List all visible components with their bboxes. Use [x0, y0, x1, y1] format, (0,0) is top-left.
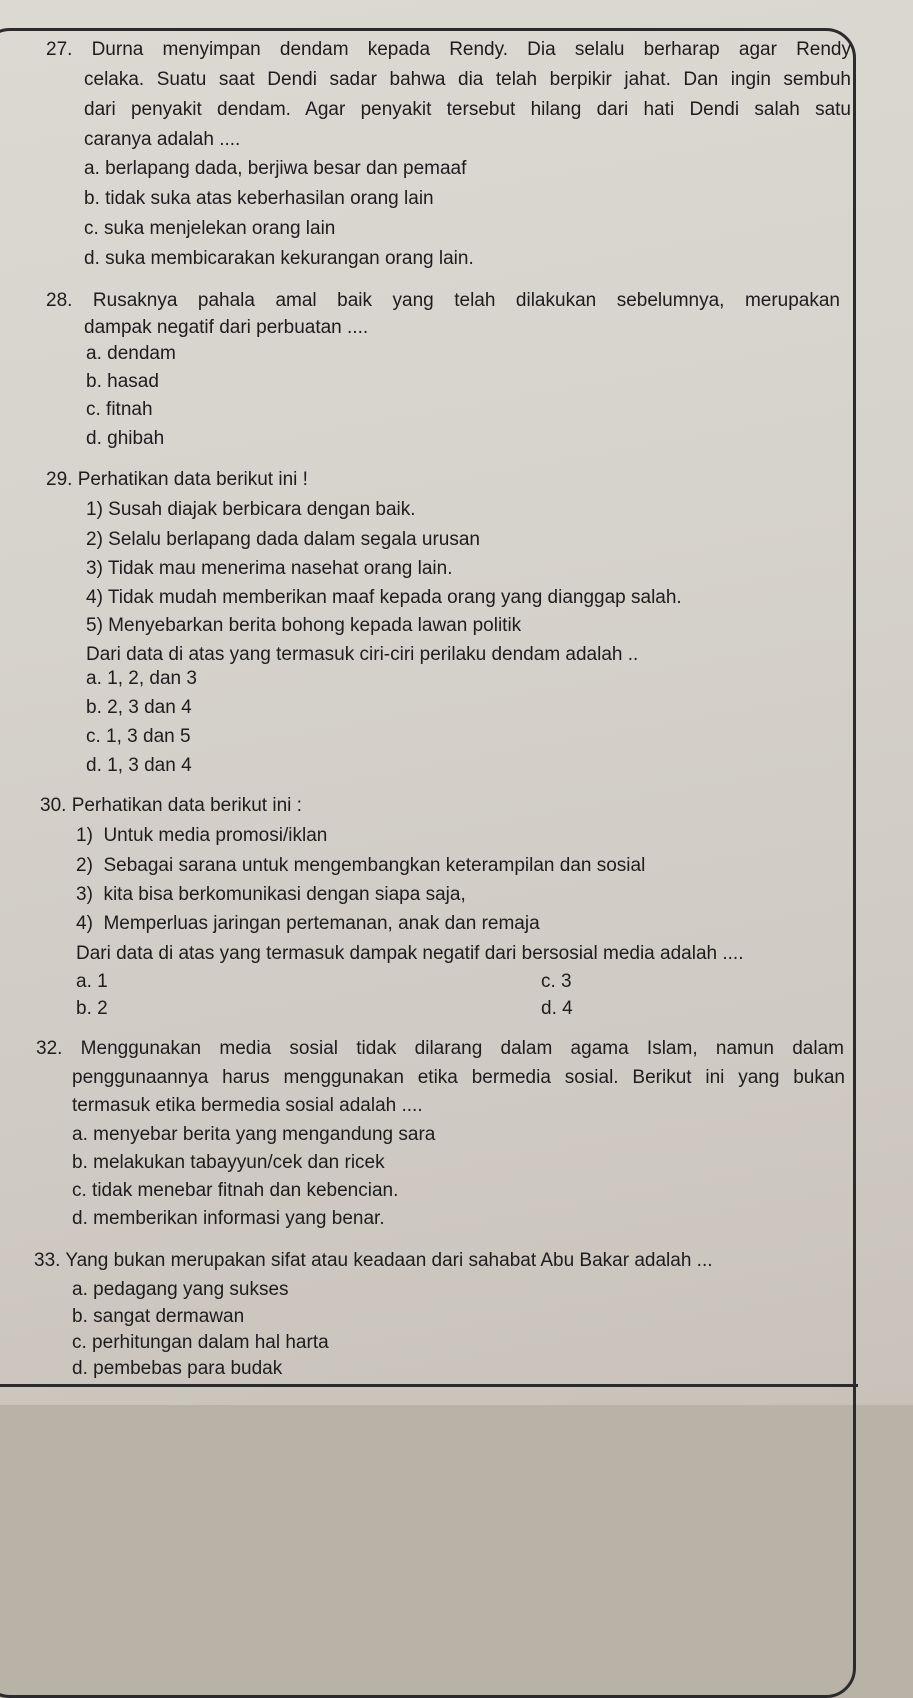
data-list-item: 1) Untuk media promosi/iklan	[76, 825, 328, 846]
answer-option-b: b. tidak suka atas keberhasilan orang lain	[84, 188, 434, 209]
answer-option-b: b. 2, 3 dan 4	[86, 697, 192, 718]
answer-option-d: d. ghibah	[86, 428, 165, 449]
question-text-line: caranya adalah ....	[84, 129, 241, 150]
question-text-line: 28. Rusaknya pahala amal baik yang telah dilakukan sebelumnya, merupakan	[46, 290, 840, 311]
question-text-line: penggunaannya harus menggunakan etika bermedia sosial. Berikut ini yang bukan	[72, 1067, 845, 1088]
answer-option-b: b. 2	[76, 998, 108, 1019]
data-list-item: 5) Menyebarkan berita bohong kepada lawan politik	[86, 615, 522, 636]
answer-option-a: a. berlapang dada, berjiwa besar dan pemaaf	[84, 158, 467, 179]
bottom-rule	[0, 1384, 858, 1387]
answer-option-a: a. 1, 2, dan 3	[86, 668, 197, 689]
answer-option-a: a. dendam	[86, 343, 176, 364]
answer-option-a: a. pedagang yang sukses	[72, 1279, 289, 1300]
question-text-line: 33. Yang bukan merupakan sifat atau keadaan dari sahabat Abu Bakar adalah ...	[34, 1250, 713, 1271]
answer-option-c: c. 1, 3 dan 5	[86, 726, 191, 747]
answer-option-c: c. perhitungan dalam hal harta	[72, 1332, 329, 1353]
answer-option-d: d. 1, 3 dan 4	[86, 755, 192, 776]
answer-option-d: d. memberikan informasi yang benar.	[72, 1208, 385, 1229]
question-text-line: celaka. Suatu saat Dendi sadar bahwa dia telah berpikir jahat. Dan ingin sembuh	[84, 69, 851, 90]
question-text-line: 32. Menggunakan media sosial tidak dilarang dalam agama Islam, namun dalam	[36, 1038, 844, 1059]
answer-option-c: c. tidak menebar fitnah dan kebencian.	[72, 1180, 399, 1201]
answer-option-b: b. sangat dermawan	[72, 1306, 245, 1327]
data-list-item: 1) Susah diajak berbicara dengan baik.	[86, 499, 416, 520]
question-text-line: 27. Durna menyimpan dendam kepada Rendy. Dia selalu berharap agar Rendy	[46, 39, 851, 60]
question-text-line: Dari data di atas yang termasuk dampak negatif dari bersosial media adalah ....	[76, 943, 744, 964]
question-text-line: Dari data di atas yang termasuk ciri-ciri perilaku dendam adalah ..	[86, 644, 639, 665]
question-text-line: 29. Perhatikan data berikut ini !	[46, 469, 308, 490]
answer-option-d: d. suka membicarakan kekurangan orang lain.	[84, 248, 474, 269]
answer-option-c: c. suka menjelekan orang lain	[84, 218, 336, 239]
answer-option-c: c. fitnah	[86, 399, 153, 420]
data-list-item: 4) Tidak mudah memberikan maaf kepada orang yang dianggap salah.	[86, 587, 682, 608]
answer-option-b: b. hasad	[86, 371, 159, 392]
question-text-line: dari penyakit dendam. Agar penyakit tersebut hilang dari hati Dendi salah satu	[84, 99, 851, 120]
data-list-item: 4) Memperluas jaringan pertemanan, anak dan remaja	[76, 913, 540, 934]
question-text-line: dampak negatif dari perbuatan ....	[84, 317, 369, 338]
answer-option-d: d. 4	[541, 998, 573, 1019]
question-text-line: termasuk etika bermedia sosial adalah ....	[72, 1095, 423, 1116]
answer-option-b: b. melakukan tabayyun/cek dan ricek	[72, 1152, 385, 1173]
answer-option-a: a. menyebar berita yang mengandung sara	[72, 1124, 436, 1145]
answer-option-c: c. 3	[541, 971, 572, 992]
data-list-item: 2) Selalu berlapang dada dalam segala urusan	[86, 529, 480, 550]
data-list-item: 3) kita bisa berkomunikasi dengan siapa saja,	[76, 884, 466, 905]
answer-option-a: a. 1	[76, 971, 108, 992]
data-list-item: 3) Tidak mau menerima nasehat orang lain.	[86, 558, 453, 579]
answer-option-d: d. pembebas para budak	[72, 1358, 283, 1379]
data-list-item: 2) Sebagai sarana untuk mengembangkan keterampilan dan sosial	[76, 855, 646, 876]
question-text-line: 30. Perhatikan data berikut ini :	[40, 795, 302, 816]
